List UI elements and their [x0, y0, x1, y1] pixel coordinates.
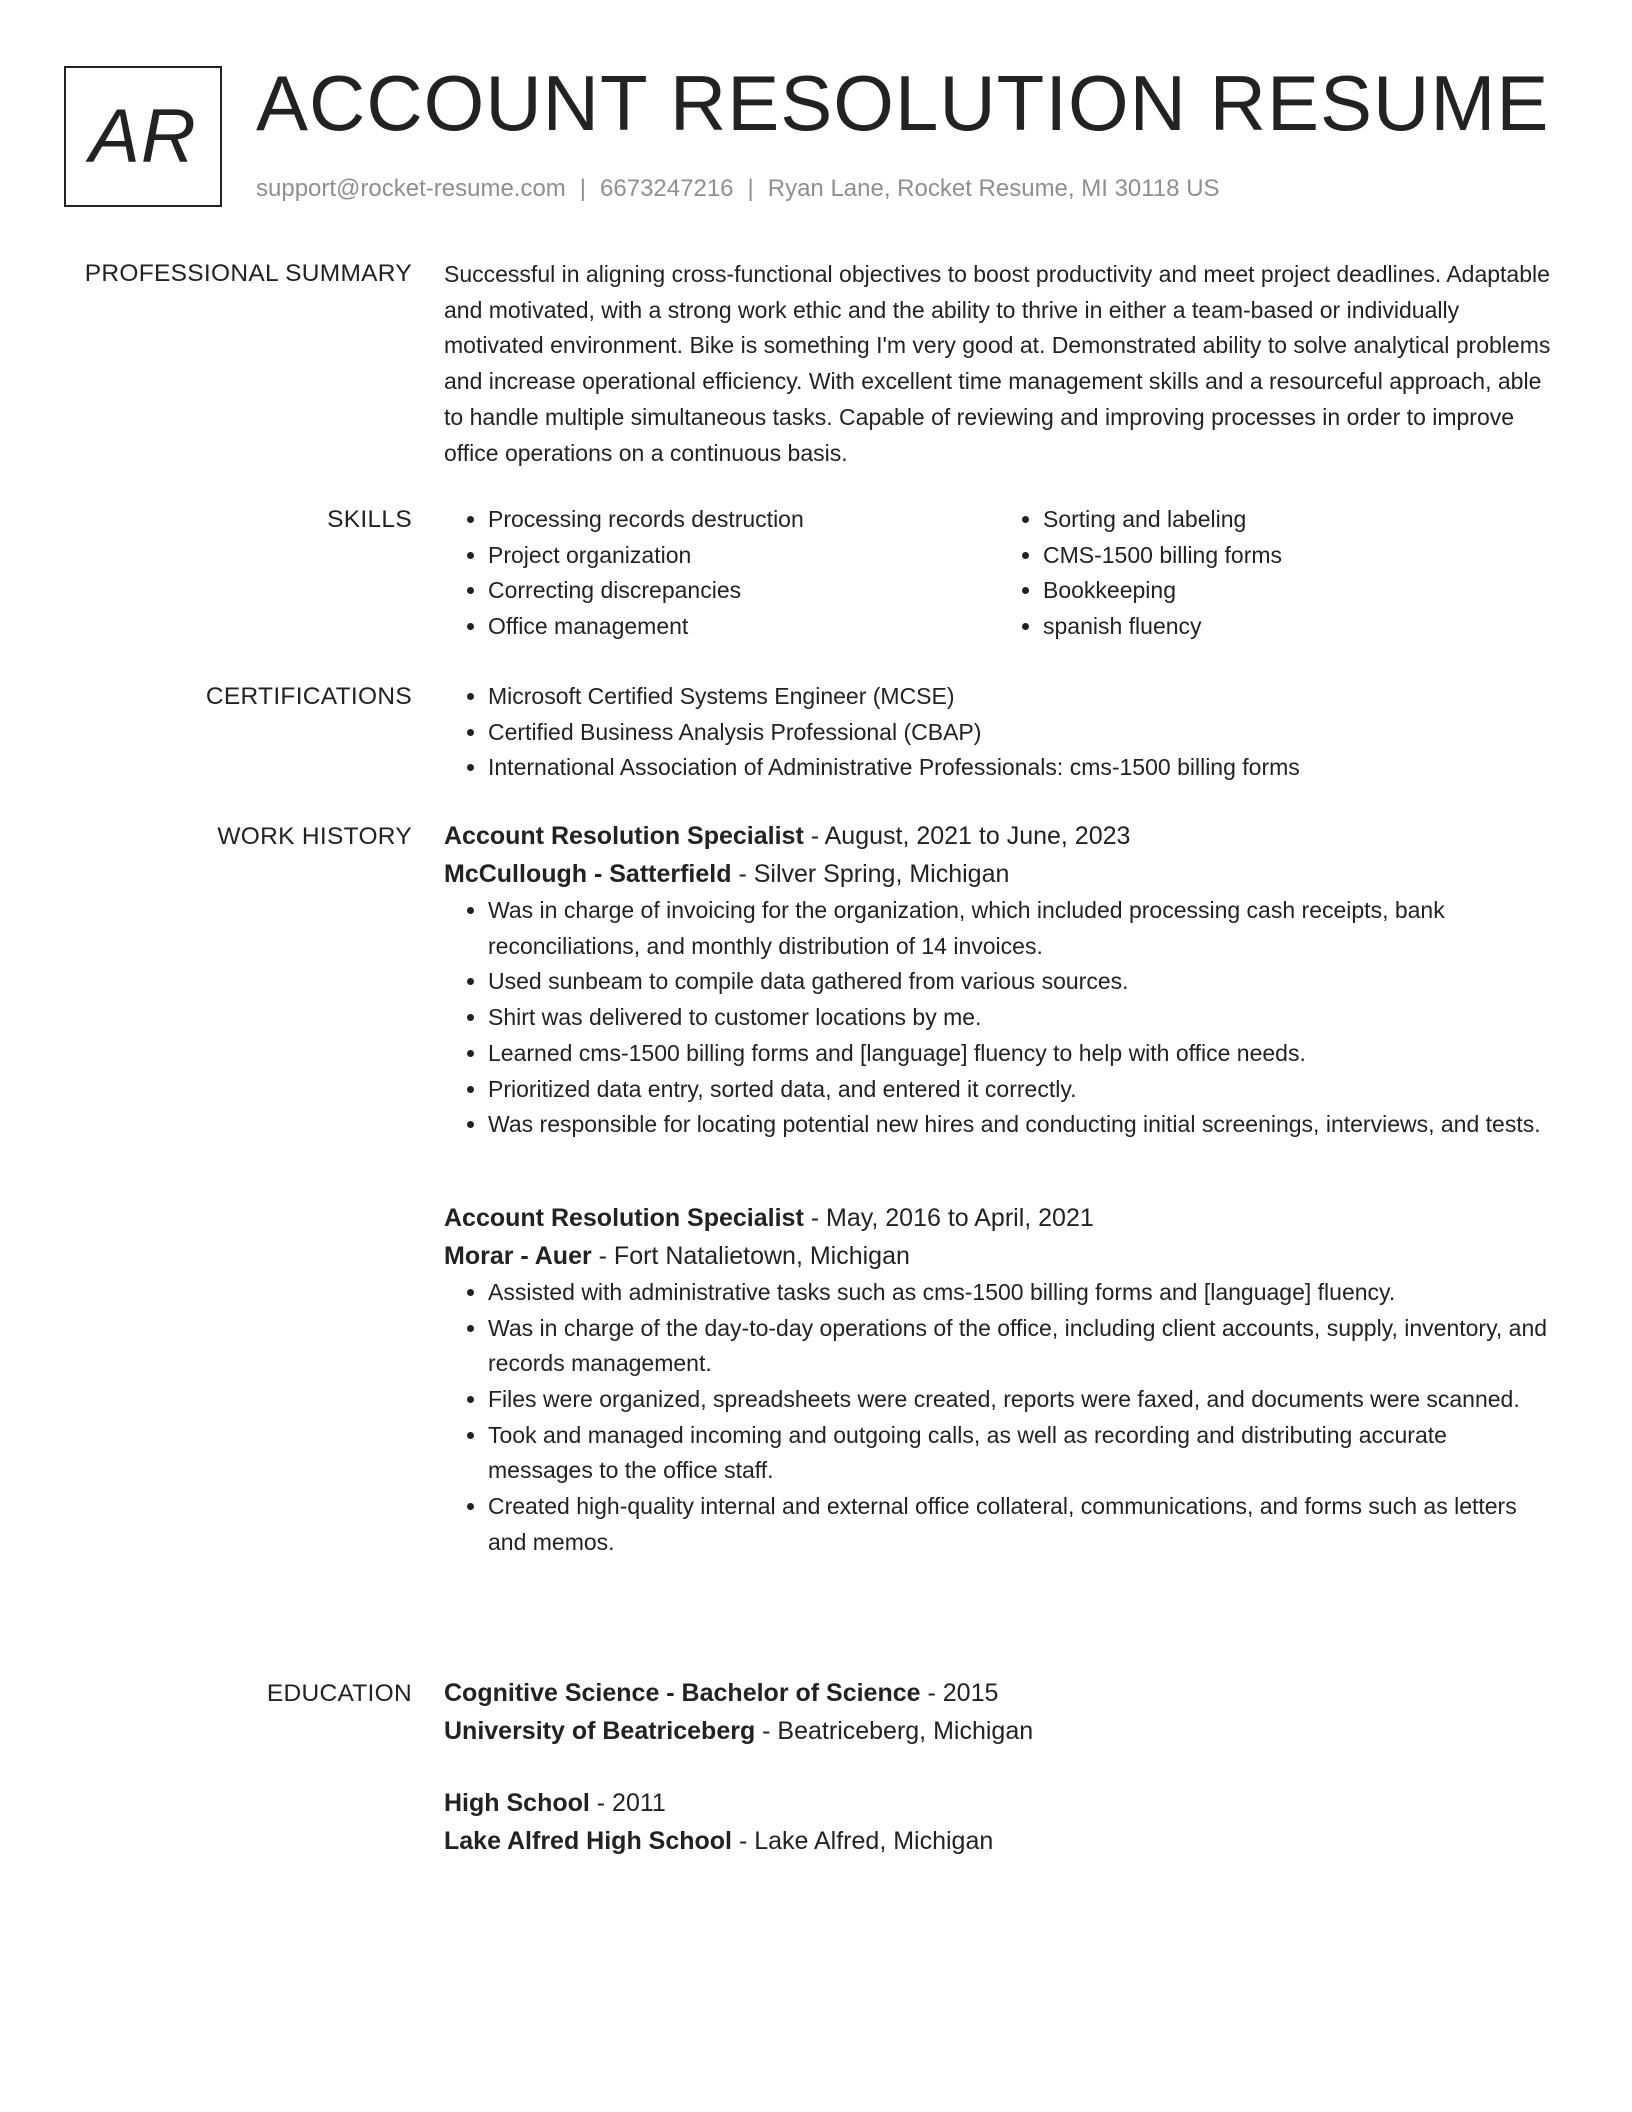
education-school-line — [444, 1822, 1554, 1860]
education-body — [444, 1674, 1554, 1860]
job-company: Morar - Auer — [444, 1241, 592, 1270]
job-dates: - May, 2016 to April, 2021 — [803, 1203, 1094, 1232]
education-heading: EDUCATION — [266, 1680, 412, 1707]
certification-item: • Microsoft Certified Systems Engineer (MCSE) — [488, 679, 1554, 715]
education-entry — [444, 1784, 1554, 1860]
job-duty: • Shirt was delivered to customer locations by me. — [488, 1000, 1554, 1036]
contact-line — [256, 174, 1220, 204]
skill-item: • Processing records destruction — [488, 502, 999, 538]
job-entry — [444, 1199, 1554, 1561]
job-title-line — [444, 817, 1554, 855]
skill-item: • spanish fluency — [1043, 609, 1554, 645]
job-title: Account Resolution Specialist — [444, 822, 804, 850]
education-location: - Lake Alfred, Michigan — [732, 1827, 994, 1855]
education-school: University of Beatriceberg — [444, 1717, 756, 1745]
contact-phone[interactable]: 6673247216 — [600, 175, 734, 202]
skill-item: • Sorting and labeling — [1043, 502, 1554, 538]
education-year: - 2011 — [589, 1789, 666, 1817]
certification-item: • International Association of Administrative Professionals: cms-1500 billing forms — [488, 750, 1554, 786]
skills-list-left — [444, 502, 999, 645]
skills-body — [444, 502, 1554, 645]
job-title: Account Resolution Specialist — [444, 1203, 804, 1232]
contact-email[interactable]: support@rocket-resume.com — [256, 175, 566, 202]
job-duty: • Used sunbeam to compile data gathered from various sources. — [488, 964, 1554, 1000]
skill-item: • Bookkeeping — [1043, 573, 1554, 609]
job-company: McCullough - Satterfield — [444, 860, 732, 888]
education-degree-line — [444, 1674, 1554, 1712]
skill-item: • CMS-1500 billing forms — [1043, 538, 1554, 574]
education-school: Lake Alfred High School — [444, 1827, 733, 1855]
certifications-list — [444, 679, 1554, 786]
education-year: - 2015 — [920, 1679, 999, 1707]
job-duty: • Was in charge of the day-to-day operations of the office, including client accounts, supply, inventory, and records management. — [488, 1311, 1554, 1382]
job-duty: • Files were organized, spreadsheets were created, reports were faxed, and documents were scanned. — [488, 1382, 1554, 1418]
job-location: - Silver Spring, Michigan — [731, 860, 1010, 888]
certifications-heading: CERTIFICATIONS — [205, 683, 412, 710]
skill-item: • Office management — [488, 609, 999, 645]
job-duty: • Created high-quality internal and external office collateral, communications, and forms such as letters and memos. — [488, 1489, 1554, 1560]
certification-item: • Certified Business Analysis Professional (CBAP) — [488, 715, 1554, 751]
job-title-line — [444, 1199, 1554, 1237]
summary-body — [444, 257, 1554, 471]
monogram-logo: AR — [64, 66, 222, 207]
education-school-line — [444, 1712, 1554, 1750]
job-entry — [444, 817, 1554, 1143]
job-duty: • Took and managed incoming and outgoing calls, as well as recording and distributing accurate messages to the office staff. — [488, 1418, 1554, 1489]
skill-item: • Project organization — [488, 538, 999, 574]
work-history-body — [444, 817, 1554, 1561]
summary-text: Successful in aligning cross-functional objectives to boost productivity and meet project deadlines. Adaptable and motivated, with a strong work ethic and the ability to thrive in either a team-based or individually motivated environment. Bike is something I'm very good at. Demonstrated ability to solve analytical problems and increase operational efficiency. With excellent time management skills and a resourceful approach, able to handle multiple simultaneous tasks. Capable of reviewing and improving processes in order to improve office operations on a continuous basis. — [444, 261, 1551, 466]
page-title: ACCOUNT RESOLUTION RESUME — [256, 59, 1550, 147]
job-company-line — [444, 855, 1554, 893]
education-degree: High School — [444, 1789, 590, 1817]
education-entry — [444, 1674, 1554, 1750]
job-duty: • Was responsible for locating potential new hires and conducting initial screenings, interviews, and tests. — [488, 1107, 1554, 1143]
job-location: - Fort Natalietown, Michigan — [591, 1241, 910, 1270]
job-company-line — [444, 1237, 1554, 1275]
education-location: - Beatriceberg, Michigan — [755, 1717, 1034, 1745]
job-duties — [444, 1275, 1554, 1561]
work-history-heading: WORK HISTORY — [217, 823, 412, 850]
job-dates: - August, 2021 to June, 2023 — [803, 822, 1131, 850]
job-duty: • Learned cms-1500 billing forms and [language] fluency to help with office needs. — [488, 1036, 1554, 1072]
job-duty: • Prioritized data entry, sorted data, and entered it correctly. — [488, 1072, 1554, 1108]
summary-heading: PROFESSIONAL SUMMARY — [84, 260, 412, 287]
education-degree: Cognitive Science - Bachelor of Science — [444, 1679, 921, 1707]
education-degree-line — [444, 1784, 1554, 1822]
contact-separator: | — [579, 175, 587, 202]
skill-item: • Correcting discrepancies — [488, 573, 999, 609]
skills-heading: SKILLS — [327, 506, 412, 533]
job-duties — [444, 893, 1554, 1143]
contact-separator: | — [747, 175, 754, 202]
skills-list-right — [999, 502, 1554, 645]
job-duty: • Was in charge of invoicing for the organization, which included processing cash receipts, bank reconciliations, and monthly distribution of 14 invoices. — [488, 893, 1554, 964]
skills-grid — [444, 502, 1554, 645]
contact-address: Ryan Lane, Rocket Resume, MI 30118 US — [767, 175, 1220, 202]
job-duty: • Assisted with administrative tasks such as cms-1500 billing forms and [language] fluency. — [488, 1275, 1554, 1311]
certifications-body — [444, 679, 1554, 786]
